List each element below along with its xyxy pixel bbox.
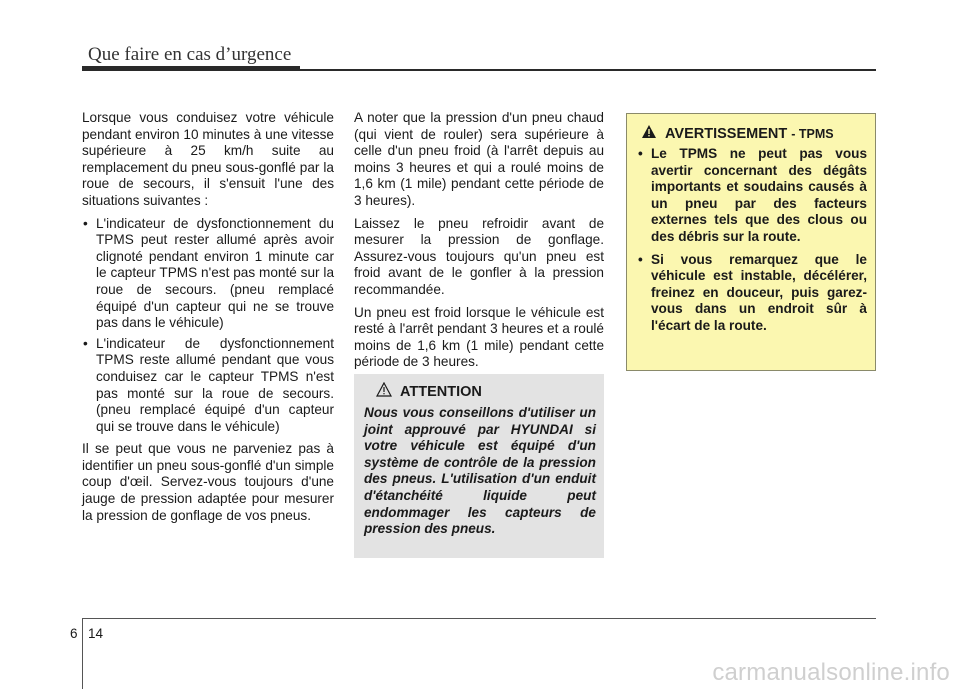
attention-body: Nous vous conseillons d'utiliser un joint approuvé par HYUNDAI si votre véhicule est équipé d'un système de contrôle de la pression des pneus. L'utilisation d'un enduit d'étanchéité liquide peut endommager les capteurs de pression des pneus. (364, 405, 596, 537)
warning-box (626, 113, 876, 371)
warning-title: AVERTISSEMENT (665, 125, 788, 142)
page-header-title: Que faire en cas d’urgence (88, 44, 292, 65)
paragraph: Laissez le pneu refroidir avant de mesurer la pression de gonflage. Assurez-vous toujours qu'un pneu est froid avant de le gonfler à la pression recommandée. (354, 215, 604, 297)
intro-paragraph: Lorsque vous conduisez votre véhicule pendant environ 10 minutes à une vitesse supérieure à 25 km/h suite au remplacement du pneu sous-gonflé par la roue de secours, il s'ensuit l'une des situations suivantes : (82, 110, 334, 208)
text-column-middle (354, 110, 604, 377)
attention-box (354, 374, 604, 558)
list-item: • L'indicateur de dysfonctionnement du TPMS peut rester allumé après avoir clignoté pendant environ 1 minute car le capteur TPMS n'est pas monté sur la roue de secours. (pneu remplacé équipé d'un capteur qui ne se trouve pas dans le véhicule) (82, 216, 334, 332)
attention-heading (376, 382, 596, 401)
warning-list (637, 146, 867, 335)
list-item: • L'indicateur de dysfonctionnement TPMS reste allumé pendant que vous conduisez car le capteur TPMS n'est pas monté sur la roue de secours. (pneu remplacé équipé d'un capteur qui se trouve dans le véhicule) (82, 336, 334, 436)
watermark-text: carmanualsonline.info (712, 659, 950, 686)
warning-heading (641, 124, 867, 143)
caution-triangle-icon (376, 382, 400, 401)
outro-paragraph: Il se peut que vous ne parveniez pas à identifier un pneu sous-gonflé d'un simple coup d'œil. Servez-vous toujours d'une jauge de pression adaptée pour mesurer la pression de gonflage de vos pneus. (82, 441, 334, 523)
footer-rule (82, 618, 876, 619)
paragraph: A noter que la pression d'un pneu chaud (qui vient de rouler) sera supérieure à celle d'un pneu froid (à l'arrêt depuis au moins 3 heures et qui a roulé moins de 1,6 km (1 mile) pendant cette période de 3 heures). (354, 110, 604, 208)
situation-list (82, 216, 334, 436)
attention-title: ATTENTION (400, 383, 482, 400)
list-item: • Si vous remarquez que le véhicule est instable, décélérer, freinez en douceur, puis garez-vous dans un endroit sûr à l'écart de la route. (637, 252, 867, 335)
header-rule-thick (82, 66, 300, 71)
paragraph: Un pneu est froid lorsque le véhicule est resté à l'arrêt pendant 3 heures et a roulé moins de 1,6 km (1 mile) pendant cette période de 3 heures. (354, 304, 604, 370)
warning-triangle-icon (641, 124, 665, 143)
footer-divider (82, 618, 83, 689)
chapter-number: 6 (70, 626, 78, 641)
page-number: 14 (88, 626, 104, 641)
list-item: • Le TPMS ne peut pas vous avertir concernant des dégâts importants et soudains causés à un pneu par des facteurs externes tels que des clous ou des débris sur la route. (637, 146, 867, 246)
text-column-left (82, 110, 334, 530)
header-rule-thin (300, 69, 876, 71)
warning-title-suffix: - TPMS (791, 126, 834, 141)
